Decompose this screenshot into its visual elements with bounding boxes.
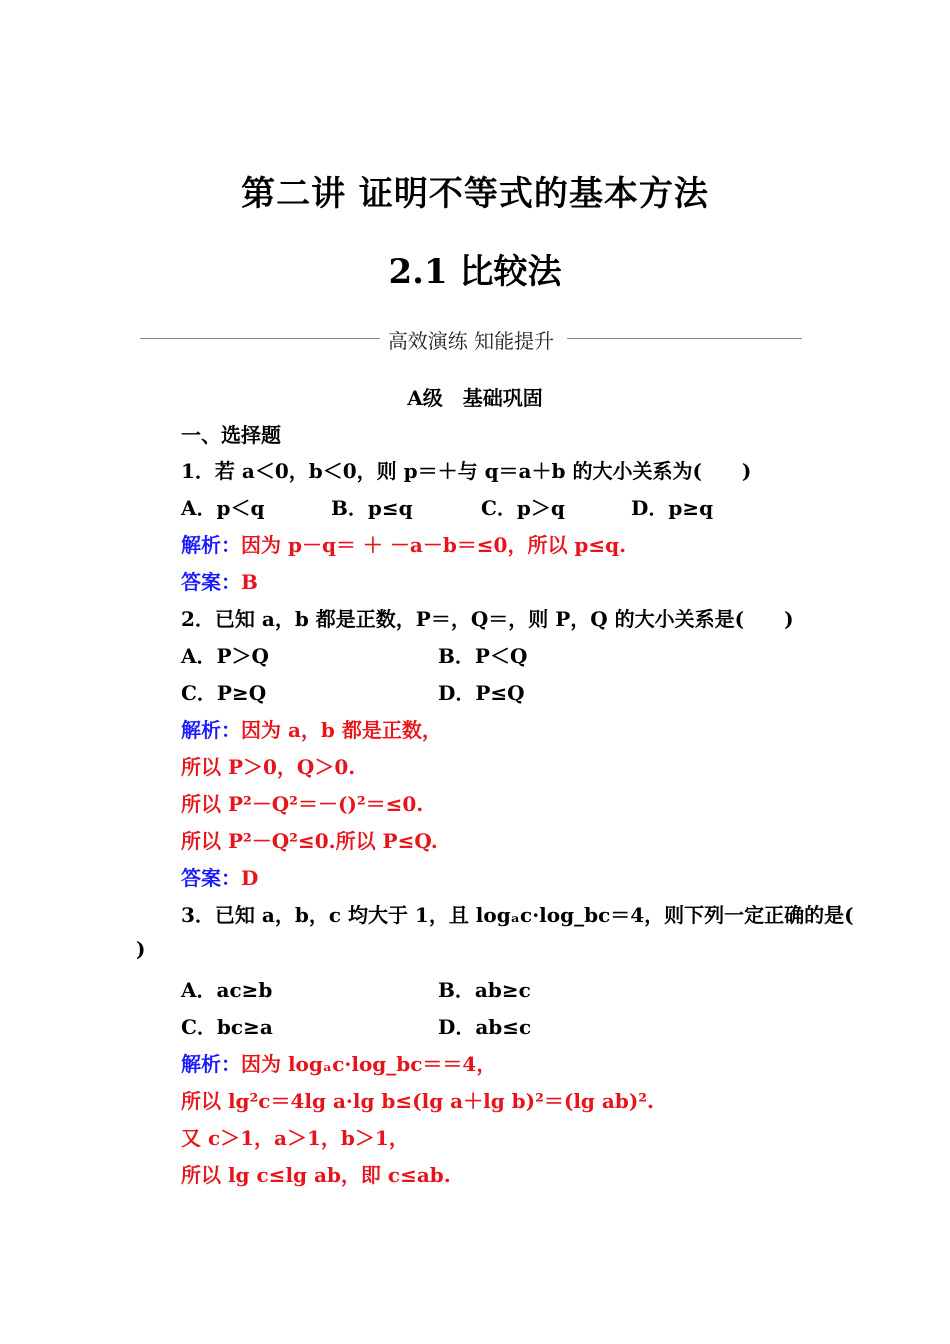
- q2-answer-label: 答案：: [181, 866, 241, 890]
- q1-stem: 1．若 a＜0，b＜0，则 p＝＋与 q＝a＋b 的大小关系为( ): [181, 459, 752, 483]
- q2-answer: [181, 862, 258, 891]
- banner-line-right: [567, 338, 802, 339]
- q3-stem-continuation: ): [136, 937, 146, 961]
- q2-option-c: C．P≥Q: [181, 681, 267, 705]
- q3-explanation-line-2: 所以 lg²c＝4lg a·lg b≤(lg a＋lg b)²＝(lg ab)².: [181, 1089, 655, 1113]
- q2-option-a: A．P＞Q: [181, 644, 269, 668]
- q1-answer-value: B: [241, 570, 258, 594]
- q2-explanation-line-2: 所以 P＞0，Q＞0.: [181, 755, 356, 779]
- q2-explanation-line-3: 所以 P²－Q²＝－()²＝≤0.: [181, 792, 424, 816]
- section-title: 2.1 比较法: [388, 252, 562, 292]
- banner-text: 高效演练 知能提升: [387, 329, 555, 353]
- q1-explanation-label: 解析：: [181, 533, 241, 557]
- q3-explanation-line-3: 又 c＞1，a＞1，b＞1，: [181, 1126, 409, 1150]
- q2-answer-value: D: [241, 866, 259, 890]
- q1-option-c: C．p＞q: [481, 496, 565, 520]
- q3-option-d: D．ab≤c: [438, 1015, 532, 1039]
- question-type-heading: 一、选择题: [181, 423, 281, 447]
- q3-stem: 3．已知 a，b，c 均大于 1，且 logₐc·log_bc＝4，则下列一定正确的是(: [181, 903, 854, 927]
- q2-explanation-line-4: 所以 P²－Q²≤0.所以 P≤Q.: [181, 829, 438, 853]
- q2-option-b: B．P＜Q: [438, 644, 528, 668]
- q2-explanation: [181, 714, 442, 743]
- level-heading: A级 基础巩固: [407, 386, 543, 410]
- q3-explanation-label: 解析：: [181, 1052, 241, 1076]
- page-title: 第二讲 证明不等式的基本方法: [241, 174, 709, 214]
- q1-explanation-text: 因为 p－q＝ ＋ －a－b＝≤0，所以 p≤q.: [241, 533, 627, 557]
- q1-option-d: D．p≥q: [631, 496, 714, 520]
- q2-explanation-line-1: 因为 a，b 都是正数，: [241, 718, 442, 742]
- q3-explanation-line-4: 所以 lg c≤lg ab，即 c≤ab.: [181, 1163, 451, 1187]
- q2-explanation-label: 解析：: [181, 718, 241, 742]
- q3-explanation-line-1: 因为 logₐc·log_bc＝＝4，: [241, 1052, 497, 1076]
- q3-explanation: [181, 1048, 496, 1077]
- banner: [140, 323, 802, 353]
- q2-stem: 2．已知 a，b 都是正数，P＝，Q＝，则 P，Q 的大小关系是( ): [181, 607, 794, 631]
- q3-option-b: B．ab≥c: [438, 978, 531, 1002]
- q2-option-d: D．P≤Q: [438, 681, 525, 705]
- q1-answer-label: 答案：: [181, 570, 241, 594]
- q1-answer: [181, 566, 258, 595]
- q1-option-b: B．p≤q: [331, 496, 413, 520]
- q3-option-c: C．bc≥a: [181, 1015, 273, 1039]
- q3-option-a: A．ac≥b: [181, 978, 273, 1002]
- q1-option-a: A．p＜q: [181, 496, 265, 520]
- q1-explanation: [181, 529, 626, 558]
